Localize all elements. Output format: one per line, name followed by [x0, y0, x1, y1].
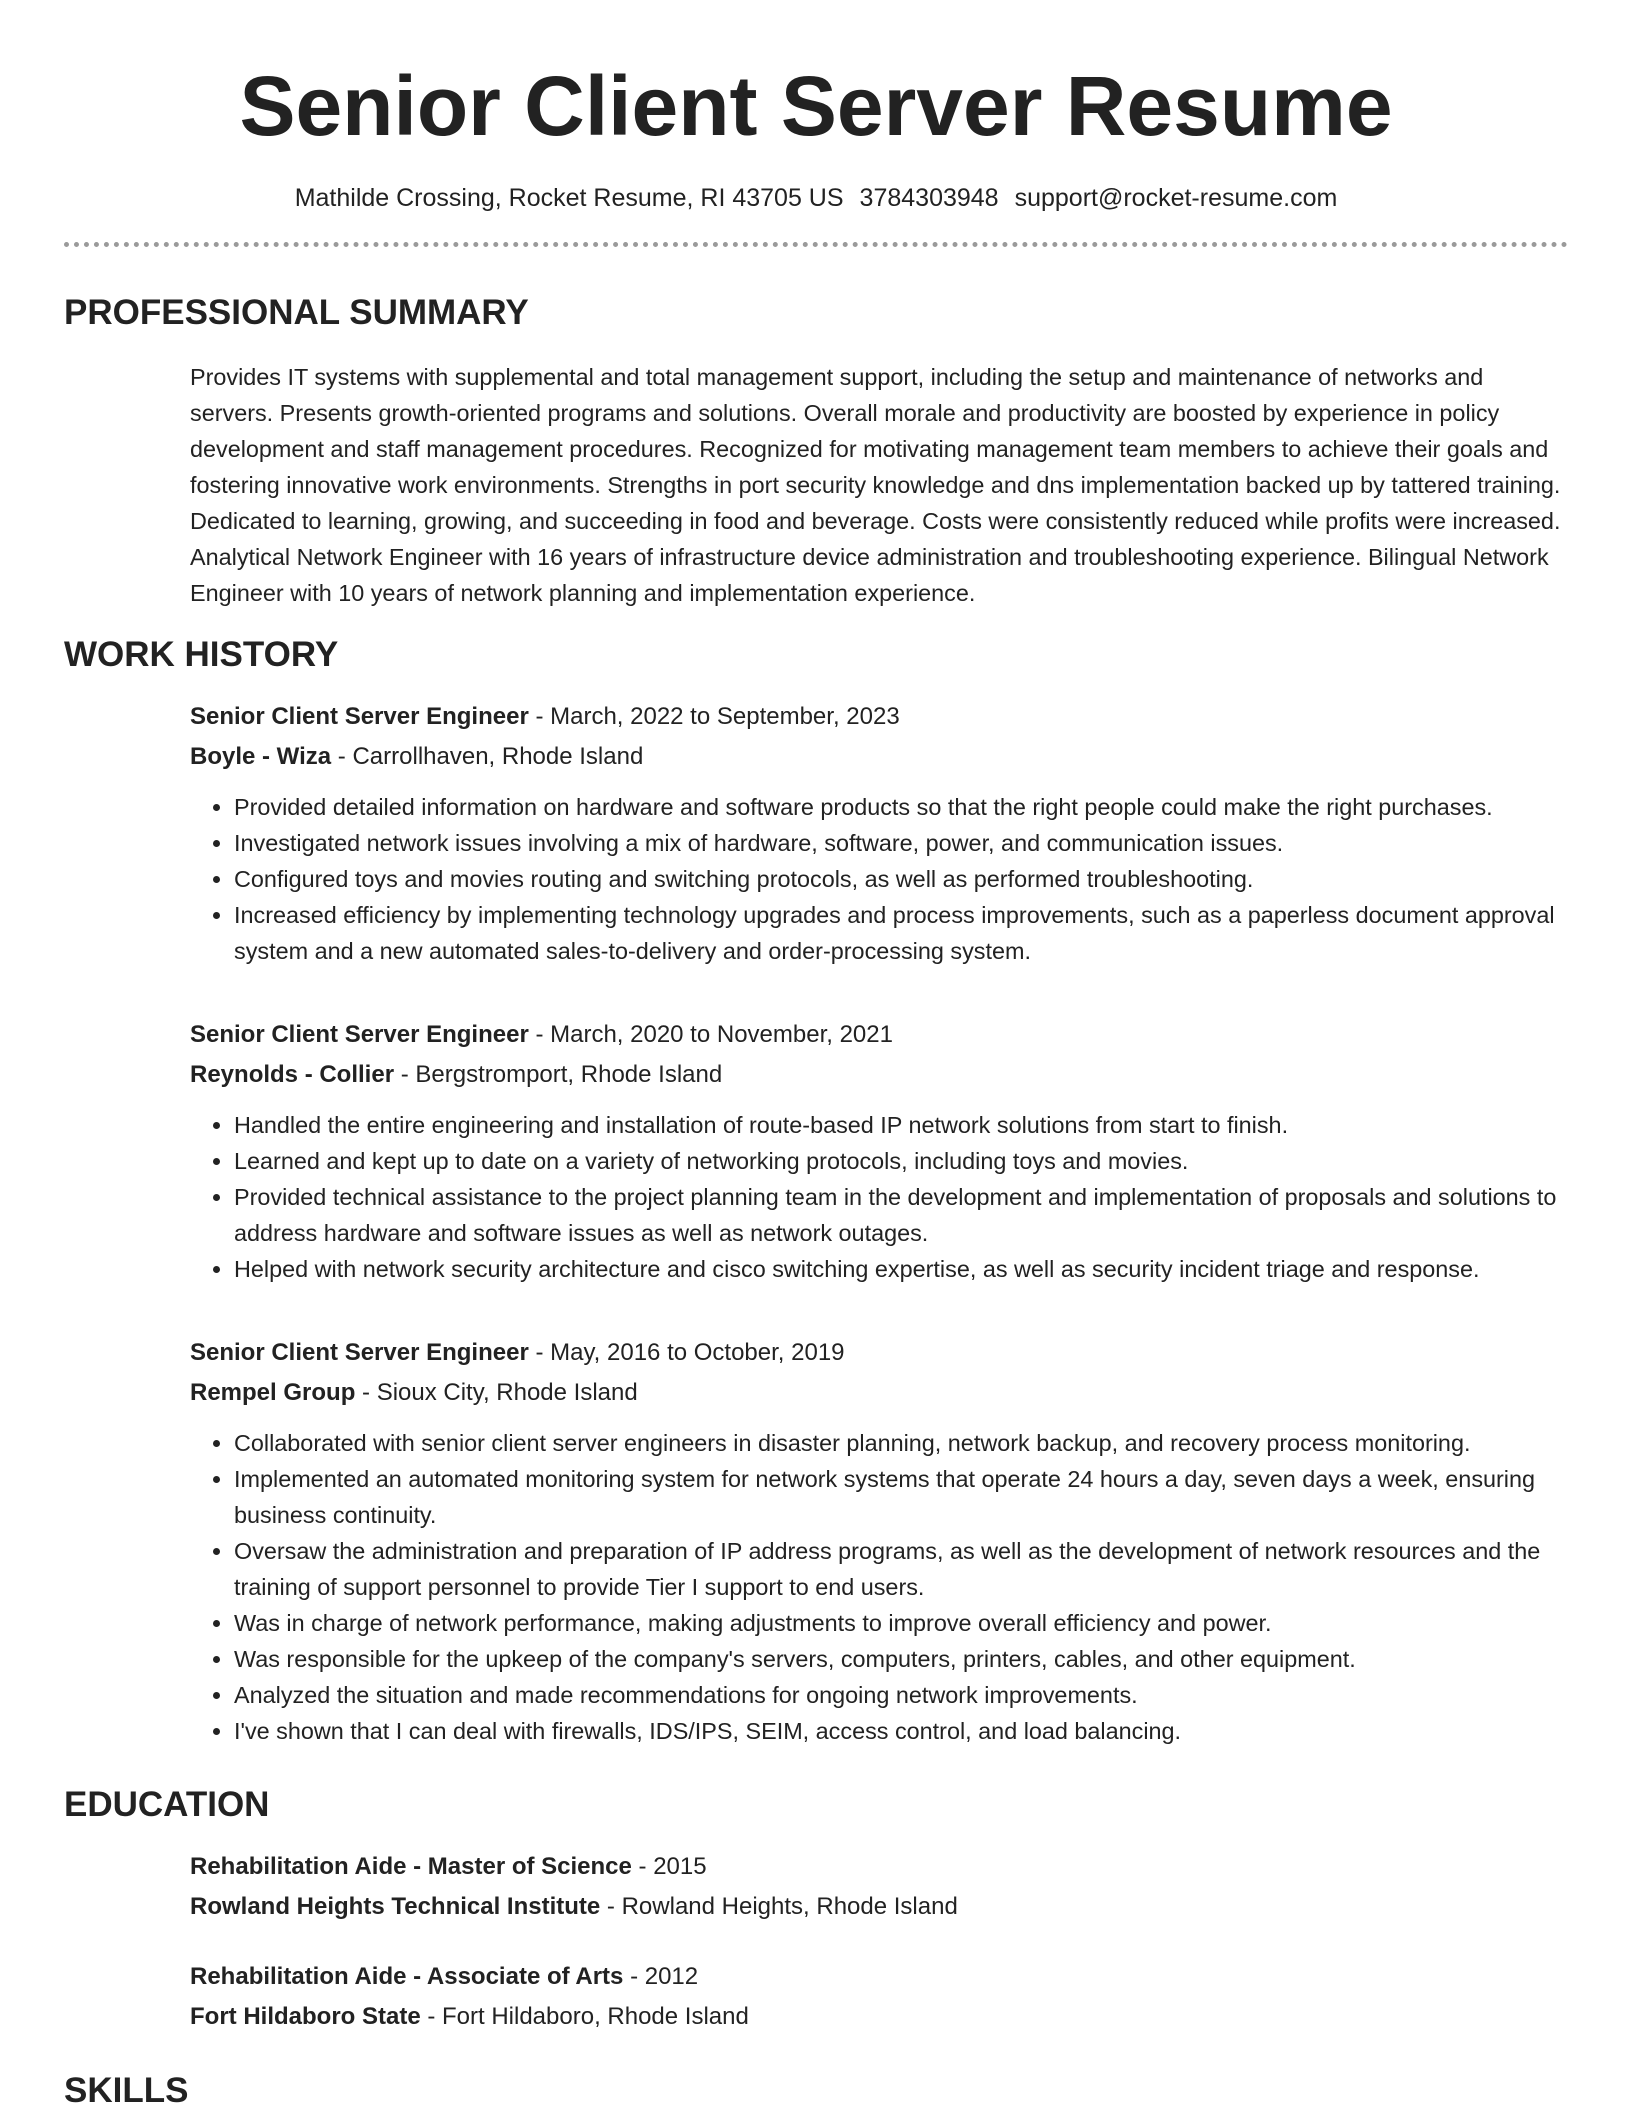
job-bullet: • Provided detailed information on hardware and software products so that the right people could make the right purchases.: [234, 789, 1568, 825]
job-title: Senior Client Server Engineer: [190, 703, 529, 730]
job-location: - Bergstromport, Rhode Island: [394, 1061, 723, 1088]
education-location: - Rowland Heights, Rhode Island: [600, 1893, 958, 1920]
work-history-section: [64, 633, 1568, 1749]
education-entry: [190, 1847, 1568, 1927]
education-degree-line: [190, 1847, 1568, 1887]
education-school: Fort Hildaboro State: [190, 2003, 421, 2030]
job-dates: - May, 2016 to October, 2019: [528, 1339, 845, 1366]
education-year: - 2012: [623, 1963, 699, 1990]
job-entry: [190, 697, 1568, 969]
job-location: - Sioux City, Rhode Island: [355, 1379, 638, 1406]
job-bullet: • Was in charge of network performance, making adjustments to improve overall efficiency and power.: [234, 1605, 1568, 1641]
education-year: - 2015: [631, 1853, 707, 1880]
job-dates: - March, 2022 to September, 2023: [528, 703, 900, 730]
job-company: Rempel Group: [190, 1379, 356, 1406]
job-company-line: [190, 1055, 1568, 1095]
skills-section: [64, 2069, 1568, 2113]
education-degree-line: [190, 1957, 1568, 1997]
summary-section: [64, 291, 1568, 611]
education-school-line: [190, 1887, 1568, 1927]
education-location: - Fort Hildaboro, Rhode Island: [420, 2003, 749, 2030]
job-title: Senior Client Server Engineer: [190, 1021, 529, 1048]
job-company-line: [190, 1373, 1568, 1413]
job-bullet: • Investigated network issues involving a mix of hardware, software, power, and communication issues.: [234, 825, 1568, 861]
contact-phone: 3784303948: [859, 184, 999, 212]
job-title-line: [190, 697, 1568, 737]
job-bullet: • I've shown that I can deal with firewalls, IDS/IPS, SEIM, access control, and load balancing.: [234, 1713, 1568, 1749]
job-bullet: • Handled the entire engineering and installation of route-based IP network solutions from start to finish.: [234, 1107, 1568, 1143]
job-bullet: • Analyzed the situation and made recommendations for ongoing network improvements.: [234, 1677, 1568, 1713]
contact-address: Mathilde Crossing, Rocket Resume, RI 43705 US: [294, 184, 844, 212]
resume-title: Senior Client Server Resume: [239, 59, 1393, 153]
job-bullet: • Helped with network security architecture and cisco switching expertise, as well as security incident triage and response.: [234, 1251, 1568, 1287]
skills-heading: SKILLS: [64, 2071, 189, 2110]
job-bullets: [190, 1425, 1568, 1749]
job-entry: [190, 1333, 1568, 1749]
education-heading: EDUCATION: [64, 1785, 270, 1824]
job-bullets: [190, 1107, 1568, 1287]
job-title-line: [190, 1015, 1568, 1055]
summary-heading: PROFESSIONAL SUMMARY: [64, 293, 529, 332]
education-degree: Rehabilitation Aide - Master of Science: [190, 1853, 632, 1880]
education-section: [64, 1783, 1568, 2037]
header-divider: [64, 242, 1568, 247]
job-bullet: • Implemented an automated monitoring system for network systems that operate 24 hours a day, seven days a week, ensuring business continuity.: [234, 1461, 1568, 1533]
job-location: - Carrollhaven, Rhode Island: [331, 743, 644, 770]
job-entry: [190, 1015, 1568, 1287]
job-bullets: [190, 789, 1568, 969]
job-bullet: • Was responsible for the upkeep of the company's servers, computers, printers, cables, and other equipment.: [234, 1641, 1568, 1677]
job-bullet: • Learned and kept up to date on a variety of networking protocols, including toys and movies.: [234, 1143, 1568, 1179]
resume-page: [64, 0, 1568, 2113]
job-company-line: [190, 737, 1568, 777]
work-history-heading: WORK HISTORY: [64, 635, 339, 674]
contact-line: [64, 182, 1568, 214]
education-school: Rowland Heights Technical Institute: [190, 1893, 601, 1920]
job-bullet: • Configured toys and movies routing and switching protocols, as well as performed troubleshooting.: [234, 861, 1568, 897]
job-bullet: • Provided technical assistance to the project planning team in the development and implementation of proposals and solutions to address hardware and software issues as well as network outages.: [234, 1179, 1568, 1251]
education-school-line: [190, 1997, 1568, 2037]
summary-text: Provides IT systems with supplemental and total management support, including the setup and maintenance of networks and servers. Presents growth-oriented programs and solutions. Overall morale and productivity are boosted by experience in policy development and staff management procedures. Recognized for motivating management team members to achieve their goals and fostering innovative work environments. Strengths in port security knowledge and dns implementation backed up by tattered training. Dedicated to learning, growing, and succeeding in food and beverage. Costs were consistently reduced while profits were increased. Analytical Network Engineer with 16 years of infrastructure device administration and troubleshooting experience. Bilingual Network Engineer with 10 years of network planning and implementation experience.: [190, 364, 1561, 606]
job-bullet: • Increased efficiency by implementing technology upgrades and process improvements, such as a paperless document approval system and a new automated sales-to-delivery and order-processing system.: [234, 897, 1568, 969]
job-company: Reynolds - Collier: [190, 1061, 395, 1088]
job-title-line: [190, 1333, 1568, 1373]
job-company: Boyle - Wiza: [190, 743, 332, 770]
education-entry: [190, 1957, 1568, 2037]
education-degree: Rehabilitation Aide - Associate of Arts: [190, 1963, 624, 1990]
job-title: Senior Client Server Engineer: [190, 1339, 529, 1366]
job-bullet: • Oversaw the administration and preparation of IP address programs, as well as the development of network resources and the training of support personnel to provide Tier I support to end users.: [234, 1533, 1568, 1605]
job-dates: - March, 2020 to November, 2021: [528, 1021, 893, 1048]
job-bullet: • Collaborated with senior client server engineers in disaster planning, network backup, and recovery process monitoring.: [234, 1425, 1568, 1461]
contact-email[interactable]: support@rocket-resume.com: [1014, 184, 1338, 212]
